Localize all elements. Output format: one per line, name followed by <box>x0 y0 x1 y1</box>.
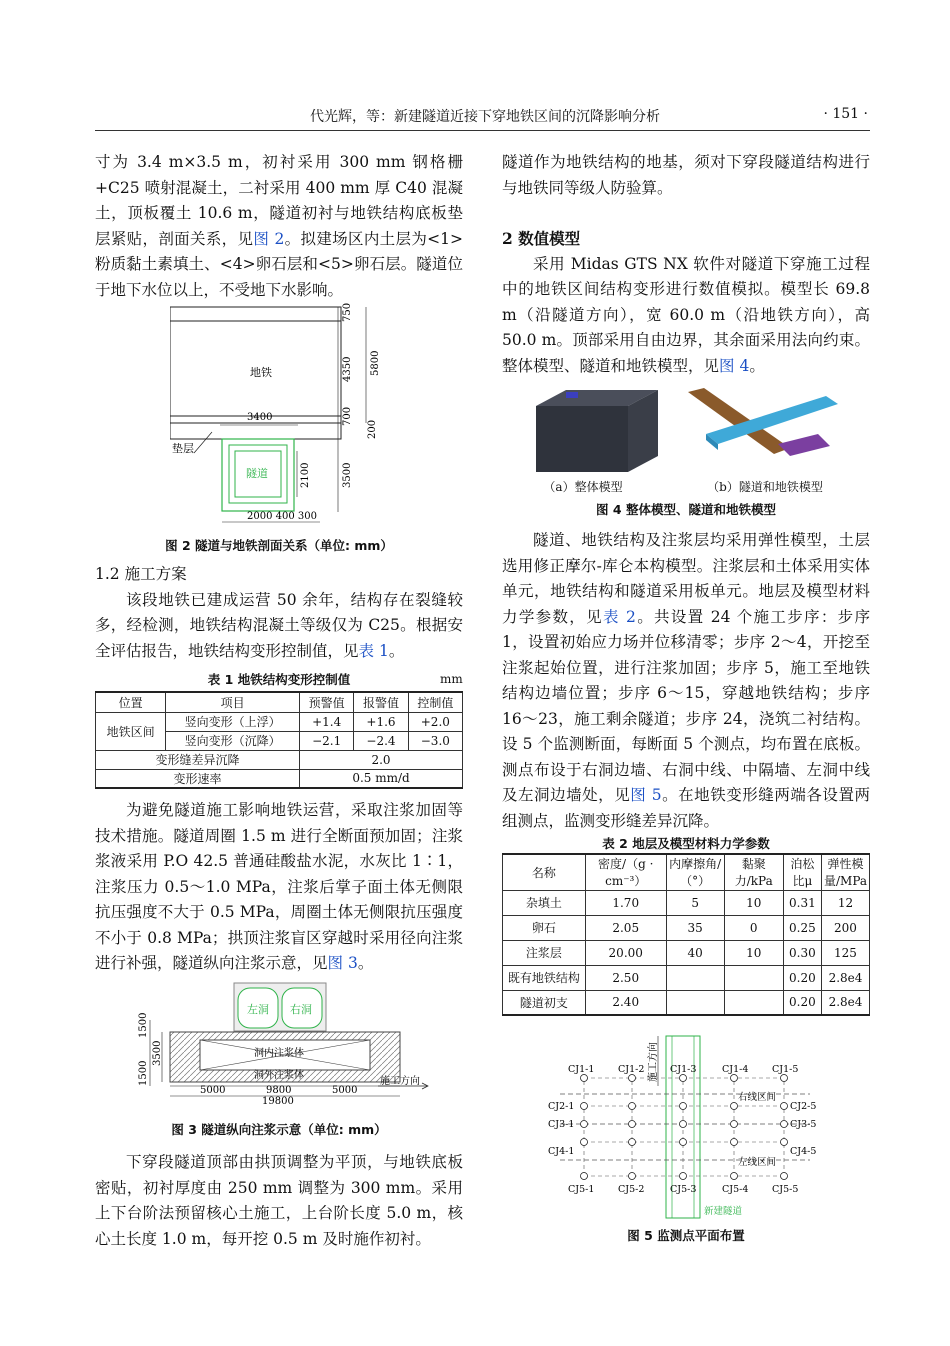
section-1-2: 1.2 施工方案 该段地铁已建成运营 50 余年，结构存在裂缝较多，经检测，地铁结构混凝土等级仅为 C25。根据安全评估报告，地铁结构变形控制值，见表 1。 <box>95 562 463 664</box>
overall-model <box>536 390 658 472</box>
label-cj4-1: CJ4-1 <box>548 1146 575 1157</box>
table2-link[interactable]: 表 2 <box>602 607 636 626</box>
construction-direction: 施工方向 <box>380 1076 420 1087</box>
dim-3400: 3400 <box>247 412 273 423</box>
fig5-link[interactable]: 图 5 <box>630 786 662 804</box>
left-hole-label: 左洞 <box>247 1003 269 1016</box>
dim-5800: 5800 <box>370 350 381 376</box>
outer-grout-label: 洞外注浆体 <box>254 1070 304 1081</box>
dim-1500-top: 1500 <box>138 1012 149 1038</box>
cushion-label: 垫层 <box>172 442 194 455</box>
label-cj5-4: CJ5-4 <box>722 1184 749 1195</box>
running-title: 代光辉，等：新建隧道近接下穿地铁区间的沉降影响分析 <box>310 109 660 125</box>
dim-4350: 4350 <box>342 356 353 382</box>
dim-5000-left: 5000 <box>200 1085 226 1096</box>
right-paragraph-1: 隧道作为地铁结构的地基，须对下穿段隧道结构进行与地铁同等级人防验算。 <box>502 153 870 197</box>
table-1-unit: mm <box>440 672 463 686</box>
page-header <box>95 104 870 131</box>
label-cj3-5: CJ3-5 <box>790 1119 817 1130</box>
figure-4-caption: 图 4 整体模型、隧道和地铁模型 <box>596 502 776 517</box>
fig3-link[interactable]: 图 3 <box>327 954 358 972</box>
dim-200: 200 <box>367 419 378 439</box>
right-hole-label: 右洞 <box>290 1003 312 1016</box>
figure-5-monitoring-layout <box>540 1030 840 1220</box>
table-1-caption: 表 1 地铁结构变形控制值 <box>207 672 351 687</box>
tunnel-label: 隧道 <box>246 467 268 480</box>
figure-4-models <box>528 384 858 476</box>
inner-grout-label: 洞内注浆体 <box>254 1048 304 1059</box>
label-cj2-1: CJ2-1 <box>548 1101 575 1112</box>
label-cj1-5: CJ1-5 <box>772 1064 799 1075</box>
dim-1500-bottom: 1500 <box>138 1060 149 1086</box>
dim-bottom: 2000 400 300 <box>247 511 317 522</box>
label-cj3-1: CJ3-1 <box>548 1119 575 1130</box>
label-cj5-1: CJ5-1 <box>568 1184 595 1195</box>
fig4-link[interactable]: 图 4 <box>719 356 750 375</box>
section-2-title: 2 数值模型 <box>502 229 581 248</box>
label-cj5-5: CJ5-5 <box>772 1184 799 1195</box>
label-cj1-2: CJ1-2 <box>618 1064 645 1075</box>
section-2: 2 数值模型 采用 Midas GTS NX 软件对隧道下穿施工过程中的地铁区间结构变形进行数值模拟。模型长 69.8 m（沿隧道方向），宽 60.0 m（沿地铁方向），高 50.0 m。顶部采用自由边界，其余面采用法向约束。整体模型、隧道和地铁模型，见图 4。 <box>502 226 870 379</box>
figure-2-caption: 图 2 隧道与地铁剖面关系（单位: mm） <box>165 538 393 553</box>
figure-4a-caption: （a）整体模型 <box>543 480 623 494</box>
figure-2-section <box>170 302 400 528</box>
table-2-caption: 表 2 地层及模型材料力学参数 <box>602 836 770 851</box>
left-paragraph-1: 寸为 3.4 m×3.5 m，初衬采用 300 mm 钢格栅+C25 喷射混凝土，二衬采用 400 mm 厚 C40 混凝土，顶板覆土 10.6 m，隧道初衬与地铁结构底板垫层紧贴，剖面关系，见图 2。拟建场区内土层为<1>粉质黏土素填土、<4>卵石层和<5>卵石层。隧道位于地下水位以上，不受地下水影响。 <box>95 153 463 299</box>
left-line-label: 左线区间 <box>738 1157 777 1168</box>
label-cj1-4: CJ1-4 <box>722 1064 749 1075</box>
table1-link[interactable]: 表 1 <box>358 641 389 660</box>
dim-19800: 19800 <box>262 1096 294 1107</box>
dim-9800: 9800 <box>266 1085 292 1096</box>
table-1: 位置 项目 预警值 报警值 控制值 地铁区间 竖向变形（上浮） +1.4 +1.6 +2.0 竖向变形（沉降） −2.1 −2.4 −3.0 变形缝差异沉降 2.0 变形速率 0.5 mm/d <box>95 691 463 789</box>
figure-3-grouting <box>130 980 430 1110</box>
figure-5-caption: 图 5 监测点平面布置 <box>627 1228 745 1243</box>
right-line-label: 右线区间 <box>738 1092 777 1103</box>
right-paragraph-3: 隧道、地铁结构及注浆层均采用弹性模型，土层选用修正摩尔-库仑本构模型。注浆层和土体采用实体单元，地铁结构和隧道采用板单元。地层及模型材料力学参数，见表 2。共设置 24 个施工步序：步序 1，设置初始应力场并位移清零；步序 2～4，开挖至注浆起始位置，进行注浆加固；步序 5，施工至地铁结构边墙位置；步序 6～15，穿越地铁结构；步序 16～23，施工剩余隧道；步序 24，浇筑二衬结构。设 5 个监测断面，每断面 5 个测点，均布置在底板。测点布设于右洞边墙、右洞中线、中隔墙、左洞中线及左洞边墙处，见图 5。在地铁变形缝两端各设置两组测点，监测变形缝差异沉降。 <box>502 531 870 830</box>
dim-2100: 2100 <box>300 462 311 488</box>
dim-750: 750 <box>342 302 353 322</box>
fig2-link[interactable]: 图 2 <box>253 229 285 248</box>
figure-3-caption: 图 3 隧道纵向注浆示意（单位: mm） <box>171 1122 387 1137</box>
subway-label: 地铁 <box>250 366 272 379</box>
label-cj5-2: CJ5-2 <box>618 1184 645 1195</box>
table-2: 名称 密度/（g · cm⁻³） 内摩擦角/（°） 黏聚力/kPa 泊松比μ 弹性模量/MPa 杂填土 1.70 5 10 0.31 12 卵石 2.05 35 0 0.25 200 注浆层 20.00 40 10 0.30 125 既有地铁结构 2.50 0.20 2.8e4 隧道初支 2.40 0.20 2.8e4 <box>502 853 870 1016</box>
dim-3500: 3500 <box>342 462 353 488</box>
dim-700: 700 <box>342 406 353 426</box>
label-cj5-3: CJ5-3 <box>670 1184 697 1195</box>
dim-3500: 3500 <box>152 1040 163 1066</box>
tunnel-subway-model <box>688 388 838 456</box>
construction-direction-label: 施工方向 <box>648 1042 659 1082</box>
label-cj1-1: CJ1-1 <box>568 1064 595 1075</box>
label-cj4-5: CJ4-5 <box>790 1146 817 1157</box>
page-number: · 151 · <box>823 106 868 122</box>
left-paragraph-3: 为避免隧道施工影响地铁运营，采取注浆加固等技术措施。隧道周圈 1.5 m 进行全断面预加固；注浆浆液采用 P.O 42.5 普通硅酸盐水泥，水灰比 1∶1，注浆压力 0.5～1.0 MPa，注浆后掌子面土体无侧限抗压强度不大于 0.5 MPa，周圈土体无侧限抗压强度不小于 0.8 MPa；拱顶注浆盲区穿越时采用径向注浆进行补强，隧道纵向注浆示意，见图 3。 <box>95 801 463 972</box>
section-1-2-title: 1.2 施工方案 <box>95 565 187 583</box>
dim-5000-right: 5000 <box>332 1085 358 1096</box>
figure-4b-caption: （b）隧道和地铁模型 <box>707 480 823 494</box>
label-cj2-5: CJ2-5 <box>790 1101 817 1112</box>
left-paragraph-4: 下穿段隧道顶部由拱顶调整为平顶，与地铁底板密贴，初衬厚度由 250 mm 调整为 300 mm。采用上下台阶法预留核心土施工，上台阶长度 5.0 m，核心土长度 1.0 m，每开挖 0.5 m 及时施作初衬。 <box>95 1153 463 1248</box>
label-cj1-3: CJ1-3 <box>670 1064 697 1075</box>
new-tunnel-label: 新建隧道 <box>704 1206 743 1217</box>
